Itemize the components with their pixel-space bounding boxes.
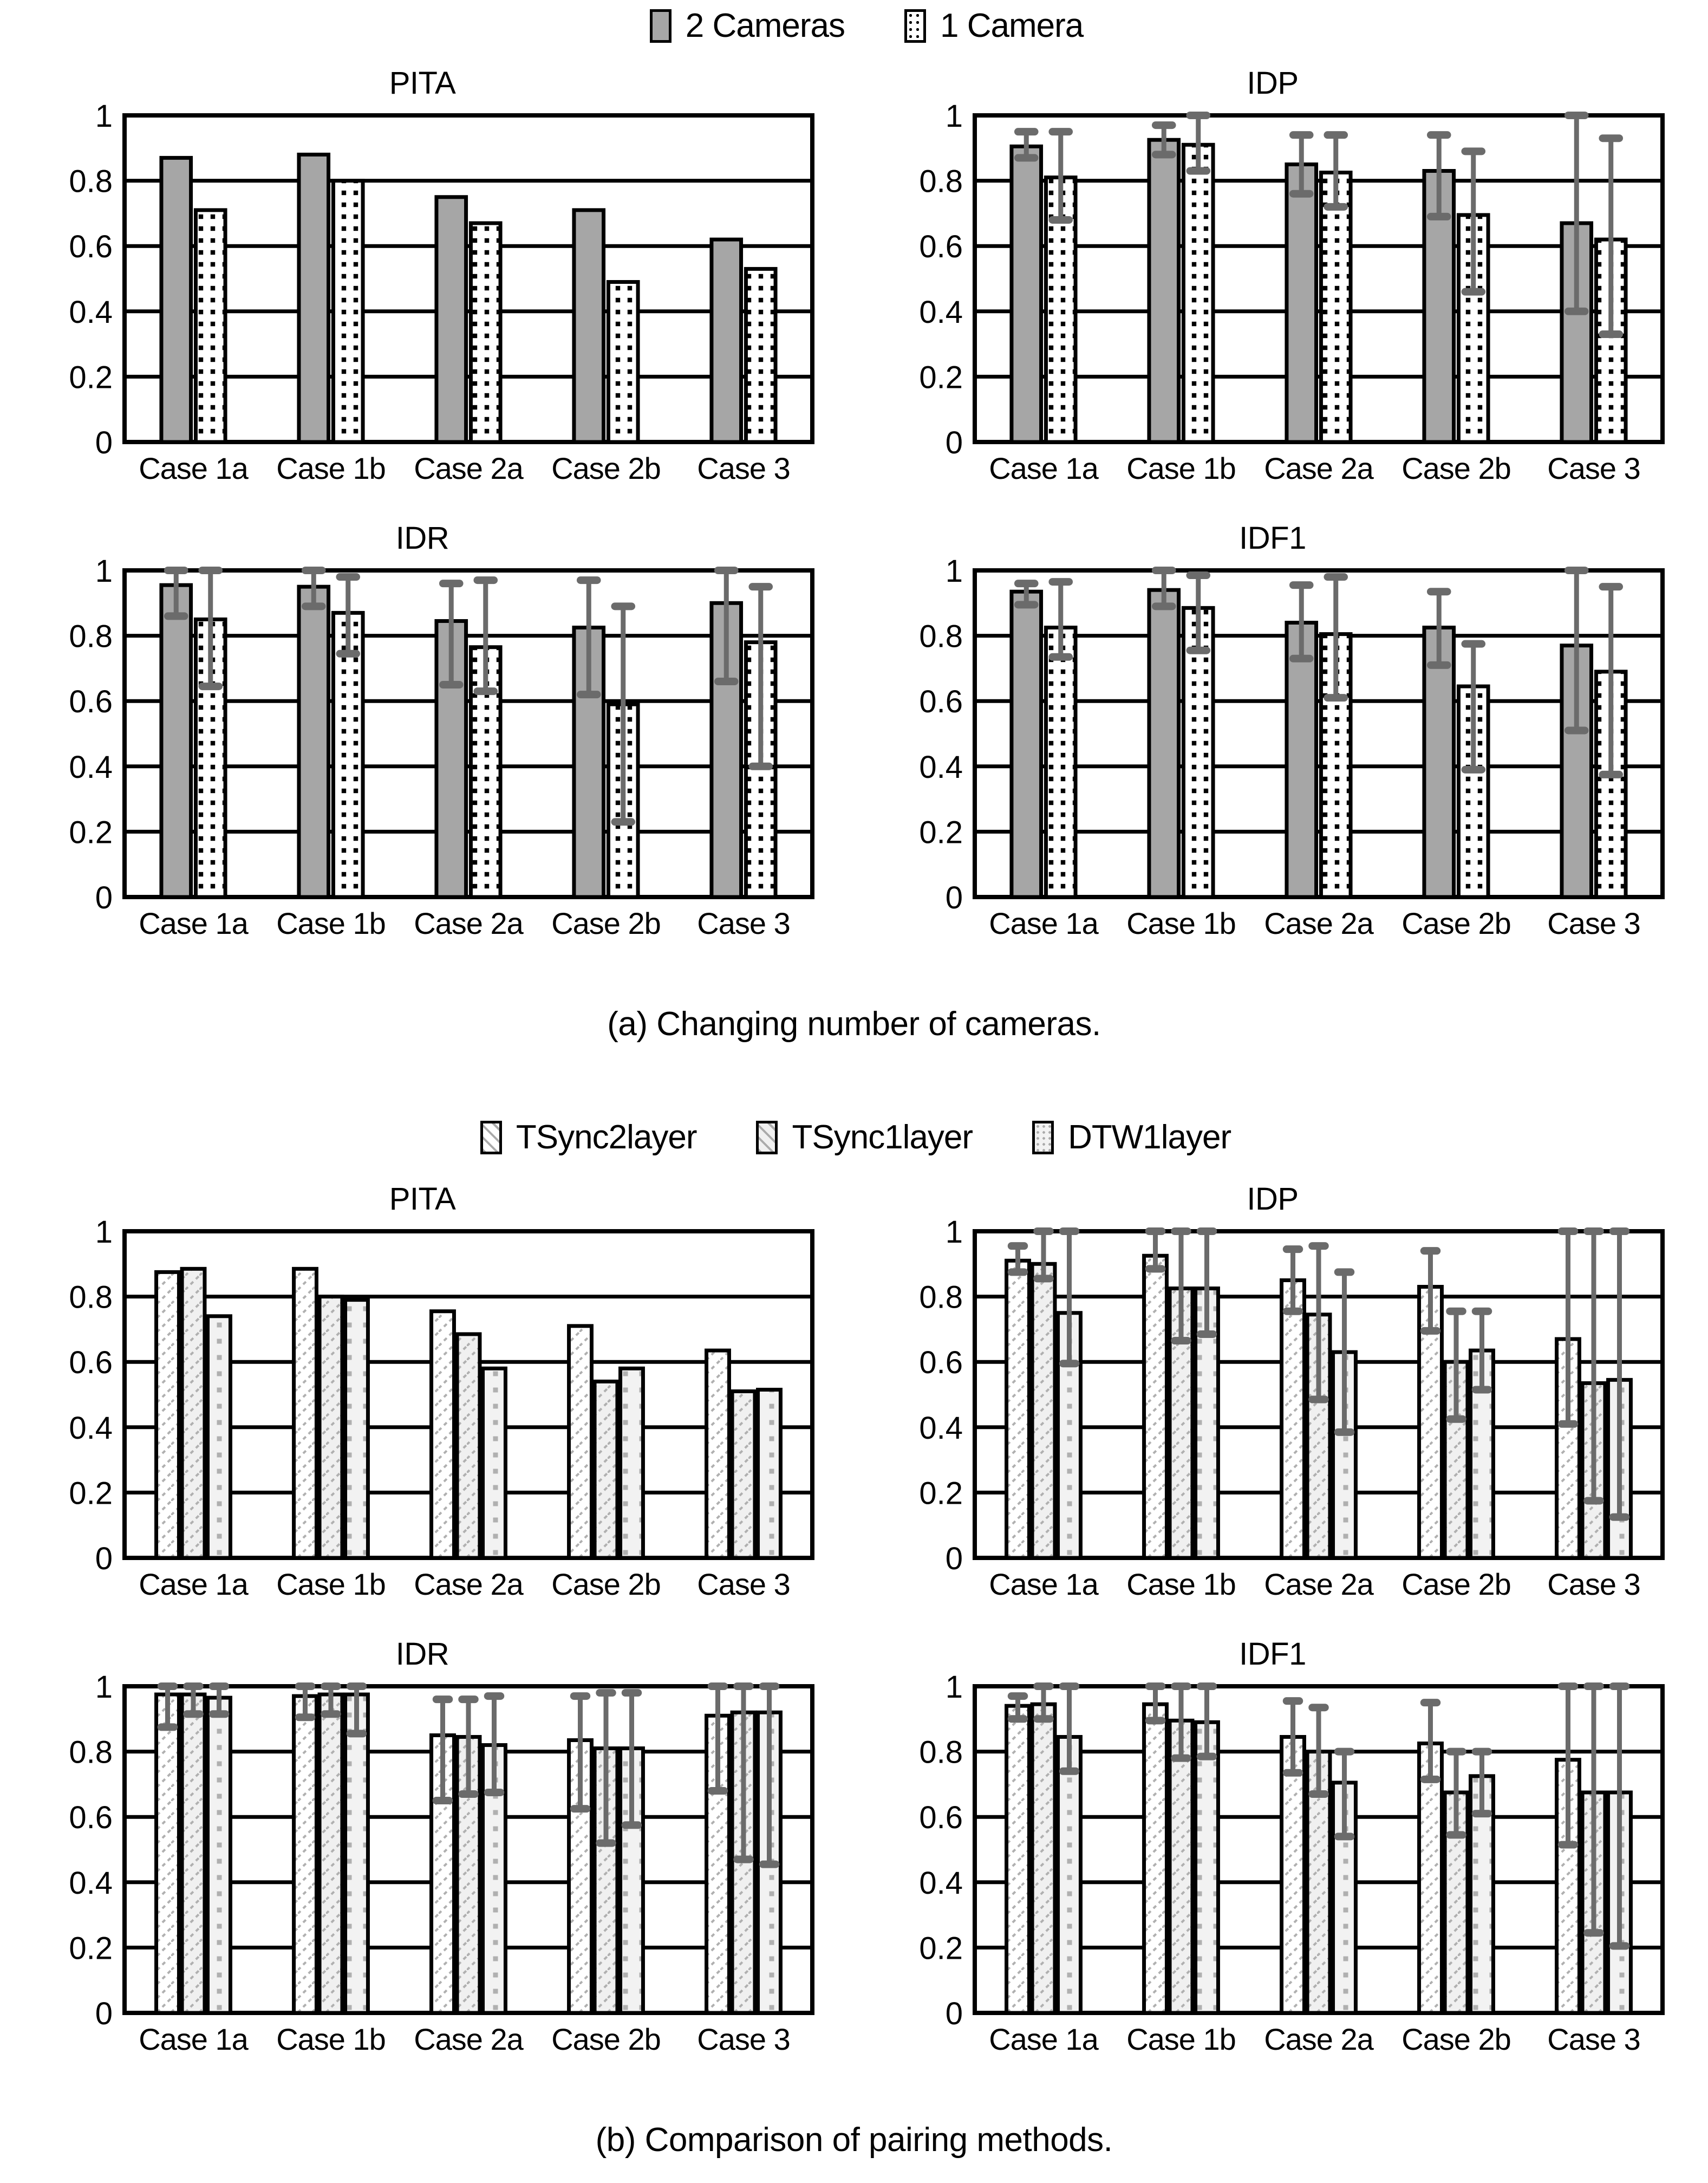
y-axis-tick-label: 0 (95, 880, 113, 915)
y-axis-tick-label: 0.6 (919, 229, 963, 265)
caption-panel-a: (a) Changing number of cameras. (607, 1005, 1101, 1043)
y-axis-tick-label: 0.4 (919, 294, 963, 330)
y-axis-tick-label: 0.6 (69, 684, 113, 720)
x-axis-category-label: Case 2b (551, 1567, 661, 1601)
bar (483, 1368, 506, 1558)
bar (1007, 1706, 1029, 2013)
chart-b-pita (16, 1181, 829, 1620)
bar (1287, 622, 1316, 897)
x-axis-category-label: Case 1b (1126, 1567, 1236, 1601)
bar (1007, 1261, 1029, 1558)
x-axis-category-label: Case 1b (1126, 906, 1236, 940)
bar (299, 587, 329, 897)
x-axis-category-label: Case 3 (1547, 906, 1640, 940)
x-axis-category-label: Case 1a (139, 451, 248, 485)
x-axis-category-label: Case 2b (551, 451, 661, 485)
y-axis-tick-label: 0.4 (69, 1865, 113, 1901)
bar (746, 269, 775, 442)
x-axis-category-label: Case 1a (989, 451, 1098, 485)
chart-svg (16, 558, 829, 959)
y-axis-tick-label: 0 (945, 425, 963, 460)
x-axis-category-label: Case 2b (551, 2022, 661, 2056)
x-axis-category-label: Case 1b (1126, 2022, 1236, 2056)
x-axis-category-label: Case 3 (697, 1567, 790, 1601)
x-axis-category-label: Case 2a (1264, 2022, 1373, 2056)
chart-svg (16, 103, 829, 504)
chart-b-idp (866, 1181, 1679, 1620)
x-axis-category-label: Case 1a (139, 1567, 248, 1601)
bar (1012, 146, 1041, 442)
bar (621, 1368, 643, 1558)
x-axis-category-label: Case 1b (1126, 451, 1236, 485)
x-axis-category-label: Case 2a (1264, 451, 1373, 485)
y-axis-tick-label: 0.2 (69, 1931, 113, 1966)
legend-swatch-1-camera (904, 9, 926, 43)
x-axis-category-label: Case 2b (1401, 1567, 1511, 1601)
chart-a-idf1 (866, 520, 1679, 959)
bar (1012, 592, 1041, 897)
x-axis-category-label: Case 2a (414, 451, 523, 485)
y-axis-tick-label: 0.8 (69, 164, 113, 199)
bar (320, 1694, 342, 2013)
bar (1196, 1722, 1218, 2013)
y-axis-tick-label: 0.8 (919, 619, 963, 654)
y-axis-tick-label: 0 (95, 1541, 113, 1576)
y-axis-tick-label: 1 (945, 103, 963, 134)
x-axis-category-label: Case 2b (1401, 451, 1511, 485)
bar (1058, 1737, 1081, 2013)
bar (432, 1311, 454, 1558)
legend-entry-dtw1layer (1032, 1121, 1231, 1154)
plot-frame (125, 115, 812, 442)
chart-title-b-pita: PITA (389, 1181, 456, 1217)
chart-title-a-pita: PITA (389, 66, 456, 101)
bar (1046, 628, 1075, 897)
x-axis-category-label: Case 3 (1547, 1567, 1640, 1601)
x-axis-category-label: Case 1a (139, 2022, 248, 2056)
x-axis-category-label: Case 2a (1264, 906, 1373, 940)
x-axis-category-label: Case 3 (697, 906, 790, 940)
bar (569, 1326, 592, 1558)
chart-title-a-idp: IDP (1247, 66, 1299, 101)
y-axis-tick-label: 0.4 (69, 1410, 113, 1446)
y-axis-tick-label: 0.6 (919, 684, 963, 720)
bar (1144, 1256, 1167, 1558)
bar (333, 181, 363, 442)
y-axis-tick-label: 0.8 (919, 1279, 963, 1315)
legend-label-2-cameras: 2 Cameras (685, 7, 845, 44)
bar (345, 1300, 368, 1558)
y-axis-tick-label: 0.2 (919, 815, 963, 850)
legend-panel-b (379, 1116, 1332, 1159)
bar (1144, 1704, 1167, 2013)
x-axis-category-label: Case 3 (1547, 2022, 1640, 2056)
chart-svg (866, 103, 1679, 504)
chart-a-pita (16, 65, 829, 504)
x-axis-category-label: Case 3 (1547, 451, 1640, 485)
chart-a-idr (16, 520, 829, 959)
y-axis-tick-label: 0.2 (919, 1476, 963, 1511)
x-axis-category-label: Case 1a (989, 906, 1098, 940)
chart-svg (866, 1674, 1679, 2075)
bar (1183, 145, 1213, 442)
bar (1149, 140, 1179, 442)
y-axis-tick-label: 0.6 (69, 229, 113, 265)
y-axis-tick-label: 0 (945, 880, 963, 915)
plot-frame (975, 115, 1663, 442)
y-axis-tick-label: 0.8 (69, 619, 113, 654)
x-axis-category-label: Case 1a (989, 2022, 1098, 2056)
x-axis-category-label: Case 2a (414, 2022, 523, 2056)
y-axis-tick-label: 1 (95, 103, 113, 134)
y-axis-tick-label: 0.4 (919, 749, 963, 785)
legend-swatch-2-cameras (650, 9, 672, 43)
bar (182, 1694, 205, 2013)
x-axis-category-label: Case 1b (276, 1567, 386, 1601)
bar (208, 1698, 231, 2013)
y-axis-tick-label: 0.8 (69, 1279, 113, 1315)
y-axis-tick-label: 0.2 (69, 360, 113, 395)
chart-title-a-idf1: IDF1 (1239, 521, 1306, 556)
chart-svg (866, 1219, 1679, 1620)
bar (595, 1381, 617, 1558)
y-axis-tick-label: 1 (95, 1219, 113, 1250)
x-axis-category-label: Case 1a (989, 1567, 1098, 1601)
bar (1419, 1744, 1442, 2013)
y-axis-tick-label: 0.8 (919, 1734, 963, 1770)
y-axis-tick-label: 0.6 (919, 1345, 963, 1381)
y-axis-tick-label: 1 (95, 558, 113, 589)
y-axis-tick-label: 0.8 (919, 164, 963, 199)
bar (457, 1334, 480, 1558)
legend-label-dtw1layer: DTW1layer (1068, 1119, 1231, 1156)
y-axis-tick-label: 0 (945, 1541, 963, 1576)
bar (471, 223, 500, 442)
bar (1282, 1280, 1305, 1558)
bar (707, 1350, 729, 1558)
chart-a-idp (866, 65, 1679, 504)
legend-label-tsync2layer: TSync2layer (516, 1119, 697, 1156)
bar (436, 197, 466, 442)
bar (345, 1694, 368, 2013)
y-axis-tick-label: 0.2 (69, 1476, 113, 1511)
y-axis-tick-label: 0.6 (919, 1800, 963, 1836)
y-axis-tick-label: 0.8 (69, 1734, 113, 1770)
y-axis-tick-label: 0 (945, 1996, 963, 2031)
bar (1032, 1704, 1055, 2013)
chart-svg (16, 1674, 829, 2075)
caption-panel-b: (b) Comparison of pairing methods. (595, 2121, 1113, 2159)
y-axis-tick-label: 0.6 (69, 1800, 113, 1836)
y-axis-tick-label: 1 (945, 1219, 963, 1250)
y-axis-tick-label: 0.6 (69, 1345, 113, 1381)
bar (157, 1694, 179, 2013)
chart-svg (16, 1219, 829, 1620)
x-axis-category-label: Case 2b (1401, 2022, 1511, 2056)
bar (732, 1391, 755, 1558)
legend-label-1-camera: 1 Camera (940, 7, 1084, 44)
bar (161, 158, 191, 442)
legend-entry-2-cameras (650, 9, 845, 43)
x-axis-category-label: Case 2a (414, 906, 523, 940)
legend-swatch-tsync1layer (756, 1121, 778, 1154)
y-axis-tick-label: 1 (945, 558, 963, 589)
x-axis-category-label: Case 3 (697, 2022, 790, 2056)
x-axis-category-label: Case 1b (276, 906, 386, 940)
legend-swatch-tsync2layer (480, 1121, 502, 1154)
chart-title-b-idp: IDP (1247, 1181, 1299, 1217)
x-axis-category-label: Case 1b (276, 451, 386, 485)
bar (299, 154, 329, 442)
bar (712, 239, 741, 442)
bar (574, 210, 604, 442)
chart-b-idr (16, 1636, 829, 2075)
y-axis-tick-label: 0 (95, 425, 113, 460)
bar (195, 210, 225, 442)
x-axis-category-label: Case 2a (414, 1567, 523, 1601)
chart-svg (866, 558, 1679, 959)
bar (294, 1269, 317, 1558)
legend-label-tsync1layer: TSync1layer (792, 1119, 973, 1156)
x-axis-category-label: Case 2a (1264, 1567, 1373, 1601)
plot-frame (125, 570, 812, 897)
y-axis-tick-label: 0.4 (919, 1410, 963, 1446)
chart-title-b-idf1: IDF1 (1239, 1636, 1306, 1672)
bar (320, 1297, 342, 1558)
legend-entry-tsync2layer (480, 1121, 697, 1154)
bar (1149, 590, 1179, 897)
bar (1170, 1720, 1192, 2013)
x-axis-category-label: Case 1b (276, 2022, 386, 2056)
y-axis-tick-label: 0.4 (919, 1865, 963, 1901)
chart-b-idf1 (866, 1636, 1679, 2075)
x-axis-category-label: Case 3 (697, 451, 790, 485)
y-axis-tick-label: 0.2 (919, 1931, 963, 1966)
bar (1321, 173, 1351, 442)
plot-frame (975, 570, 1663, 897)
y-axis-tick-label: 0.2 (69, 815, 113, 850)
bar (161, 585, 191, 897)
y-axis-tick-label: 0.4 (69, 294, 113, 330)
bar (758, 1389, 781, 1558)
chart-title-a-idr: IDR (395, 521, 449, 556)
bar (294, 1696, 317, 2013)
bar (1282, 1737, 1305, 2013)
y-axis-tick-label: 1 (95, 1674, 113, 1705)
y-axis-tick-label: 1 (945, 1674, 963, 1705)
bar (1287, 164, 1316, 442)
y-axis-tick-label: 0.4 (69, 749, 113, 785)
y-axis-tick-label: 0 (95, 1996, 113, 2031)
bar (157, 1272, 179, 1558)
legend-entry-tsync1layer (756, 1121, 973, 1154)
x-axis-category-label: Case 2b (1401, 906, 1511, 940)
legend-entry-1-camera (904, 9, 1083, 43)
bar (182, 1269, 205, 1558)
x-axis-category-label: Case 1a (139, 906, 248, 940)
x-axis-category-label: Case 2b (551, 906, 661, 940)
bar (608, 282, 638, 442)
y-axis-tick-label: 0.2 (919, 360, 963, 395)
chart-title-b-idr: IDR (395, 1636, 449, 1672)
bar (1032, 1264, 1055, 1558)
legend-panel-a (623, 4, 1110, 48)
bar (208, 1316, 231, 1558)
legend-swatch-dtw1layer (1032, 1121, 1054, 1154)
